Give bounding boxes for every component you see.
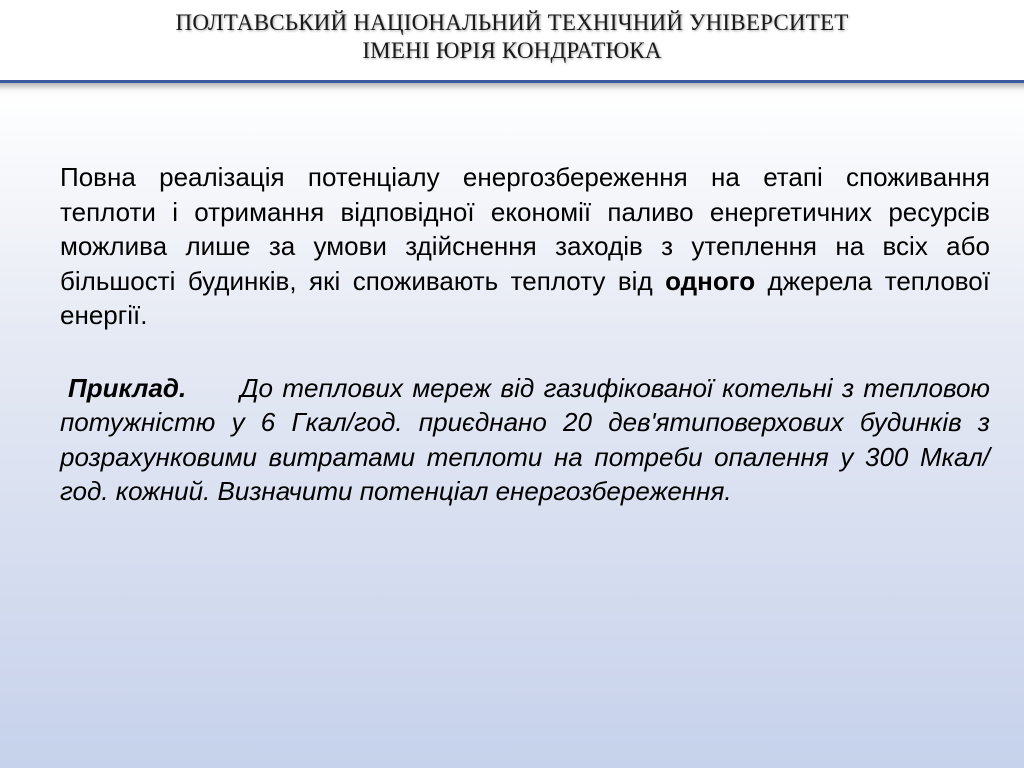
intro-paragraph (60, 160, 990, 333)
university-name-line-2: ІМЕНІ ЮРІЯ КОНДРАТЮКА (362, 38, 662, 63)
slide-header (0, 0, 1024, 82)
university-name-line-1: ПОЛТАВСЬКИЙ НАЦІОНАЛЬНИЙ ТЕХНІЧНИЙ УНІВЕРСИТЕТ (175, 10, 849, 35)
header-divider-shadow (0, 83, 1024, 95)
intro-text-start: Повна реалізація потенціалу енергозбереження на етапі споживання теплоти і отримання відповідної економії паливо енергетичних ресурсів можлива лише за умови здійснення заходів з утеплення на всіх або більшості будинків, які споживають теплоту від (60, 162, 990, 296)
example-label: Приклад. (68, 372, 187, 403)
intro-emphasis: одного (665, 265, 756, 296)
intro-text-end: джерела теплової енергії. (60, 265, 990, 330)
example-paragraph (60, 371, 990, 509)
example-text: До теплових мереж від газифікованої котельні з тепловою потужністю у 6 Гкал/год. приєднано 20 дев'ятиповерхових будинків з розрахунковими витратами теплоти на потреби опалення у 300 Мкал/год. кожний. Визначити потенціал енергозбереження. (60, 372, 990, 506)
slide-body (60, 160, 990, 509)
